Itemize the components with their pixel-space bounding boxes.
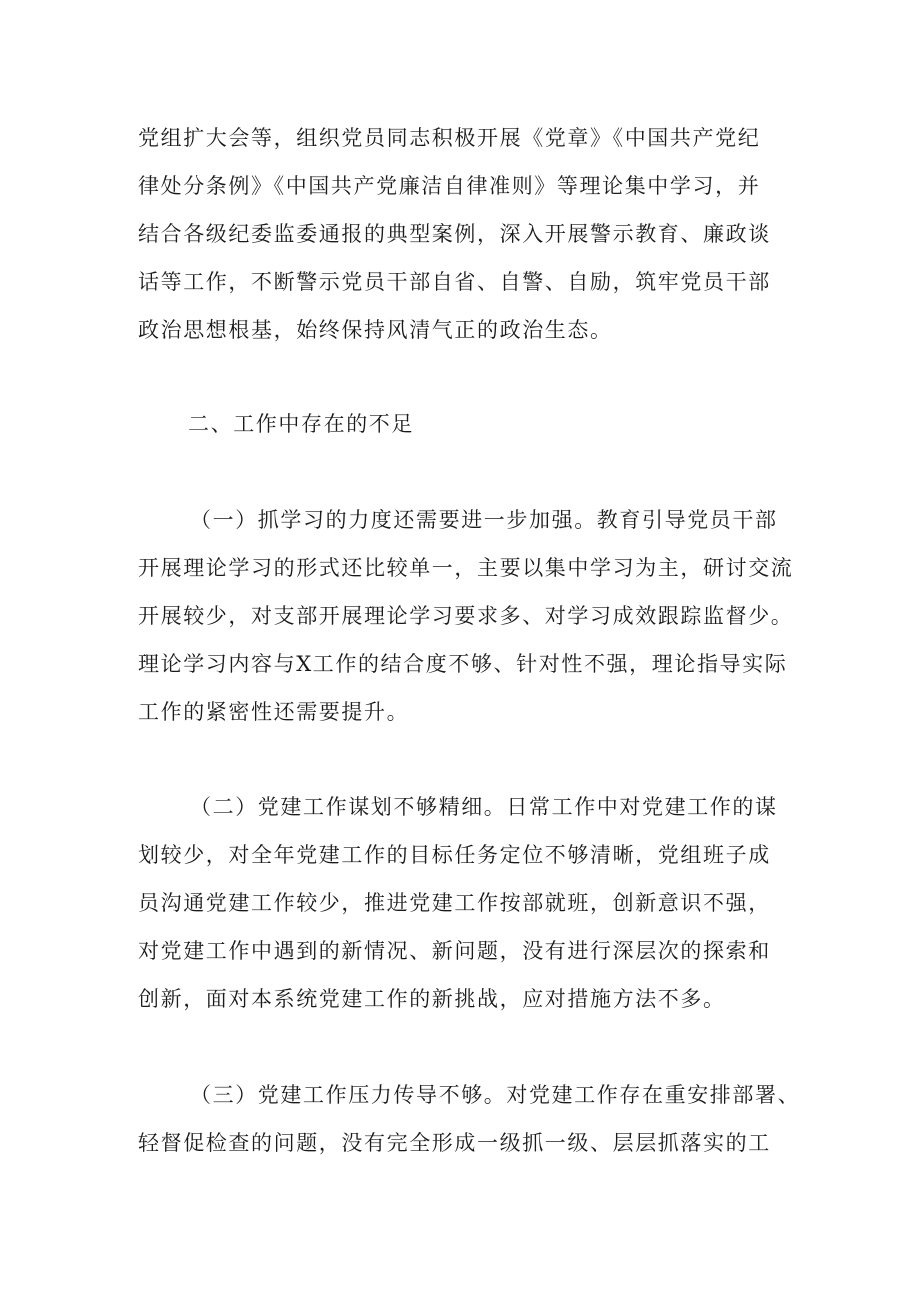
section-heading: 二、工作中存在的不足: [188, 412, 414, 436]
paragraph-line: 开展较少，对支部开展理论学习要求多、对学习成效跟踪监督少。: [138, 604, 794, 628]
paragraph-line: 对党建工作中遇到的新情况、新问题，没有进行深层次的探索和: [138, 939, 771, 963]
paragraph-4: [138, 1071, 801, 1167]
paragraph-line: 员沟通党建工作较少，推进党建工作按部就班，创新意识不强，: [138, 891, 771, 915]
paragraph-line: 话等工作，不断警示党员干部自省、自警、自励，筑牢党员干部: [138, 270, 771, 294]
paragraph-line: 律处分条例》《中国共产党廉洁自律准则》等理论集中学习，并: [138, 174, 761, 198]
paragraph-line: 结合各级纪委监委通报的典型案例，深入开展警示教育、廉政谈: [138, 222, 771, 246]
paragraph-line: （三）党建工作压力传导不够。对党建工作存在重安排部署、: [190, 1083, 801, 1107]
paragraph-line: 开展理论学习的形式还比较单一，主要以集中学习为主，研讨交流: [138, 556, 794, 580]
paragraph-line: 轻督促检查的问题，没有完全形成一级抓一级、层层抓落实的工: [138, 1131, 771, 1155]
paragraph-line: 创新，面对本系统党建工作的新挑战，应对措施方法不多。: [138, 987, 726, 1011]
paragraph-line: （二）党建工作谋划不够精细。日常工作中对党建工作的谋: [190, 795, 778, 819]
paragraph-line: 政治思想根基，始终保持风清气正的政治生态。: [138, 318, 613, 342]
paragraph-3: [138, 783, 798, 1023]
paragraph-1: [138, 114, 798, 354]
paragraph-line: 划较少，对全年党建工作的目标任务定位不够清晰，党组班子成: [138, 843, 771, 867]
paragraph-line: 工作的紧密性还需要提升。: [138, 700, 410, 724]
paragraph-line: 党组扩大会等，组织党员同志积极开展《党章》《中国共产党纪: [138, 126, 761, 150]
paragraph-line: （一）抓学习的力度还需要进一步加强。教育引导党员干部: [190, 508, 778, 532]
paragraph-2: [138, 496, 798, 736]
paragraph-line: 理论学习内容与X工作的结合度不够、针对性不强，理论指导实际: [138, 652, 788, 676]
